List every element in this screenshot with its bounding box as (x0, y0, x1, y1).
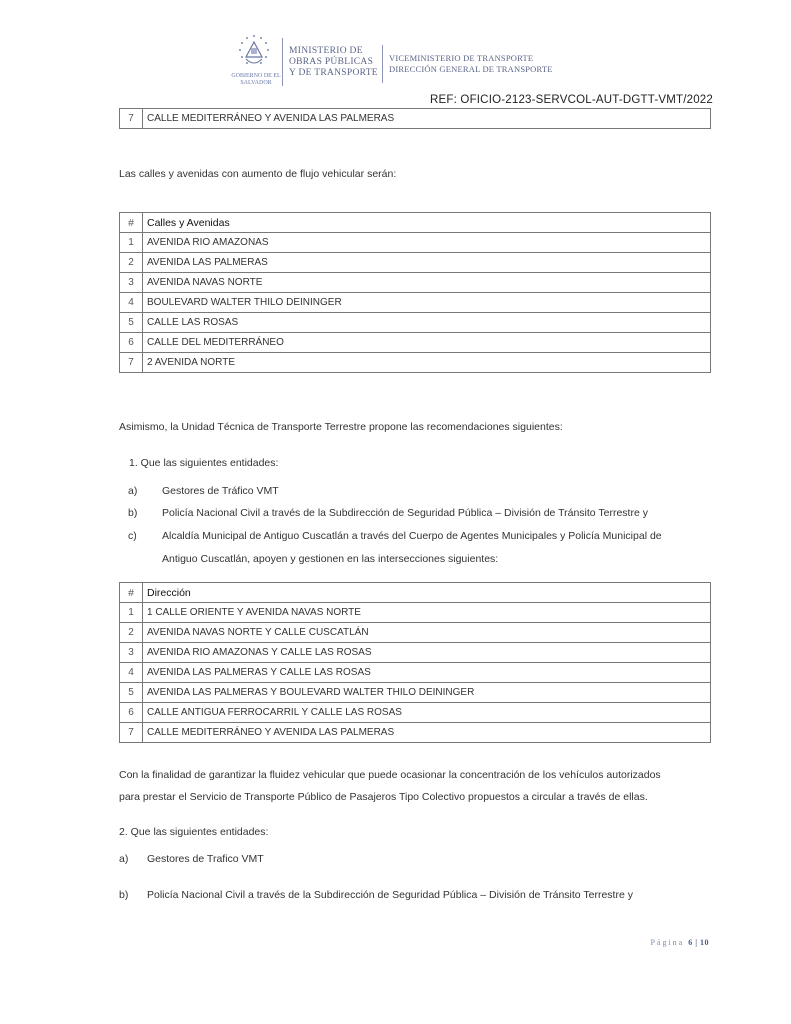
list-letter: b) (119, 889, 129, 901)
row-number: 2 (120, 253, 143, 273)
table-row (120, 723, 711, 743)
numbered-item: 2. Que las siguientes entidades: (119, 826, 269, 838)
list-item (119, 889, 633, 901)
list-text: Policía Nacional Civil a través de la Subdirección de Seguridad Pública – División de Tránsito Terrestre y (147, 889, 633, 901)
table-row (120, 233, 711, 253)
row-number: 7 (120, 723, 143, 743)
list-text: Gestores de Tráfico VMT (162, 485, 279, 497)
row-number: 4 (120, 663, 143, 683)
table-header-row (120, 583, 711, 603)
row-number: 5 (120, 313, 143, 333)
row-number: 3 (120, 273, 143, 293)
page-count: 6 | 10 (688, 938, 709, 947)
streets-table (119, 212, 711, 373)
vice-ministry-name: VICEMINISTERIO DE TRANSPORTE DIRECCIÓN GENERAL DE TRANSPORTE (389, 53, 553, 74)
ministry-name: MINISTERIO DE OBRAS PÚBLICAS Y DE TRANSPORTE (289, 46, 378, 78)
row-number: 4 (120, 293, 143, 313)
numbered-item: 1. Que las siguientes entidades: (129, 457, 279, 469)
row-text: CALLE MEDITERRÁNEO Y AVENIDA LAS PALMERAS (143, 109, 711, 129)
row-number: 5 (120, 683, 143, 703)
table-row (120, 703, 711, 723)
list-text: Alcaldía Municipal de Antiguo Cuscatlán a través del Cuerpo de Agentes Municipales y Policía Municipal de (162, 530, 662, 542)
list-letter: a) (119, 853, 129, 865)
list-item (119, 853, 264, 865)
row-number: 3 (120, 643, 143, 663)
list-text: Gestores de Trafico VMT (147, 853, 264, 865)
table-row (120, 313, 711, 333)
page-number (650, 938, 709, 947)
row-text: AVENIDA LAS PALMERAS Y BOULEVARD WALTER THILO DEININGER (143, 683, 711, 703)
list-letter: c) (128, 530, 137, 542)
page-label: Página (650, 938, 685, 947)
table-row (120, 623, 711, 643)
row-number: 1 (120, 603, 143, 623)
row-text: AVENIDA NAVAS NORTE Y CALLE CUSCATLÁN (143, 623, 711, 643)
list-item (128, 485, 279, 497)
list-item (128, 507, 648, 519)
intersections-table (119, 582, 711, 743)
table-row (120, 683, 711, 703)
table-row (120, 603, 711, 623)
el-salvador-seal-icon (232, 33, 276, 73)
row-text: AVENIDA RIO AMAZONAS Y CALLE LAS ROSAS (143, 643, 711, 663)
row-text: AVENIDA NAVAS NORTE (143, 273, 711, 293)
paragraph: Asimismo, la Unidad Técnica de Transporte Terrestre propone las recomendaciones siguientes: (119, 421, 563, 433)
table-row (120, 643, 711, 663)
header-divider (382, 45, 383, 83)
row-number: 2 (120, 623, 143, 643)
list-letter: a) (128, 485, 138, 497)
row-text: CALLE LAS ROSAS (143, 313, 711, 333)
row-number: 7 (120, 109, 143, 129)
row-text: 1 CALLE ORIENTE Y AVENIDA NAVAS NORTE (143, 603, 711, 623)
row-number: 6 (120, 333, 143, 353)
table-row (120, 109, 711, 129)
column-header: Calles y Avenidas (143, 213, 711, 233)
table-row (120, 353, 711, 373)
table-row (120, 273, 711, 293)
list-continuation: Antiguo Cuscatlán, apoyen y gestionen en las intersecciones siguientes: (162, 553, 499, 565)
paragraph: Las calles y avenidas con aumento de flujo vehicular serán: (119, 168, 397, 180)
table-row (120, 663, 711, 683)
document-reference: REF: OFICIO-2123-SERVCOL-AUT-DGTT-VMT/2022 (430, 94, 713, 106)
list-letter: b) (128, 507, 138, 519)
row-text: AVENIDA LAS PALMERAS (143, 253, 711, 273)
column-header: # (120, 213, 143, 233)
row-text: AVENIDA LAS PALMERAS Y CALLE LAS ROSAS (143, 663, 711, 683)
row-number: 1 (120, 233, 143, 253)
row-text: AVENIDA RIO AMAZONAS (143, 233, 711, 253)
government-label: GOBIERNO DE EL SALVADOR (231, 73, 281, 86)
table-row (120, 253, 711, 273)
table-row (120, 333, 711, 353)
row-text: CALLE DEL MEDITERRÁNEO (143, 333, 711, 353)
row-text: CALLE ANTIGUA FERROCARRIL Y CALLE LAS ROSAS (143, 703, 711, 723)
header-divider (282, 38, 283, 86)
list-text: Policía Nacional Civil a través de la Subdirección de Seguridad Pública – División de Tránsito Terrestre y (162, 507, 648, 519)
list-item (128, 530, 662, 542)
row-text: BOULEVARD WALTER THILO DEININGER (143, 293, 711, 313)
row-number: 6 (120, 703, 143, 723)
row-text: 2 AVENIDA NORTE (143, 353, 711, 373)
row-number: 7 (120, 353, 143, 373)
row-text: CALLE MEDITERRÁNEO Y AVENIDA LAS PALMERAS (143, 723, 711, 743)
column-header: # (120, 583, 143, 603)
table-row (120, 293, 711, 313)
closing-paragraph: Con la finalidad de garantizar la fluidez vehicular que puede ocasionar la concentración de los vehículos autorizados para prestar el Servicio de Transporte Público de Pasajeros Tipo Colectivo propuestos a circular a través de ellas. (119, 769, 661, 803)
continued-table (119, 108, 711, 129)
table-header-row (120, 213, 711, 233)
column-header: Dirección (143, 583, 711, 603)
